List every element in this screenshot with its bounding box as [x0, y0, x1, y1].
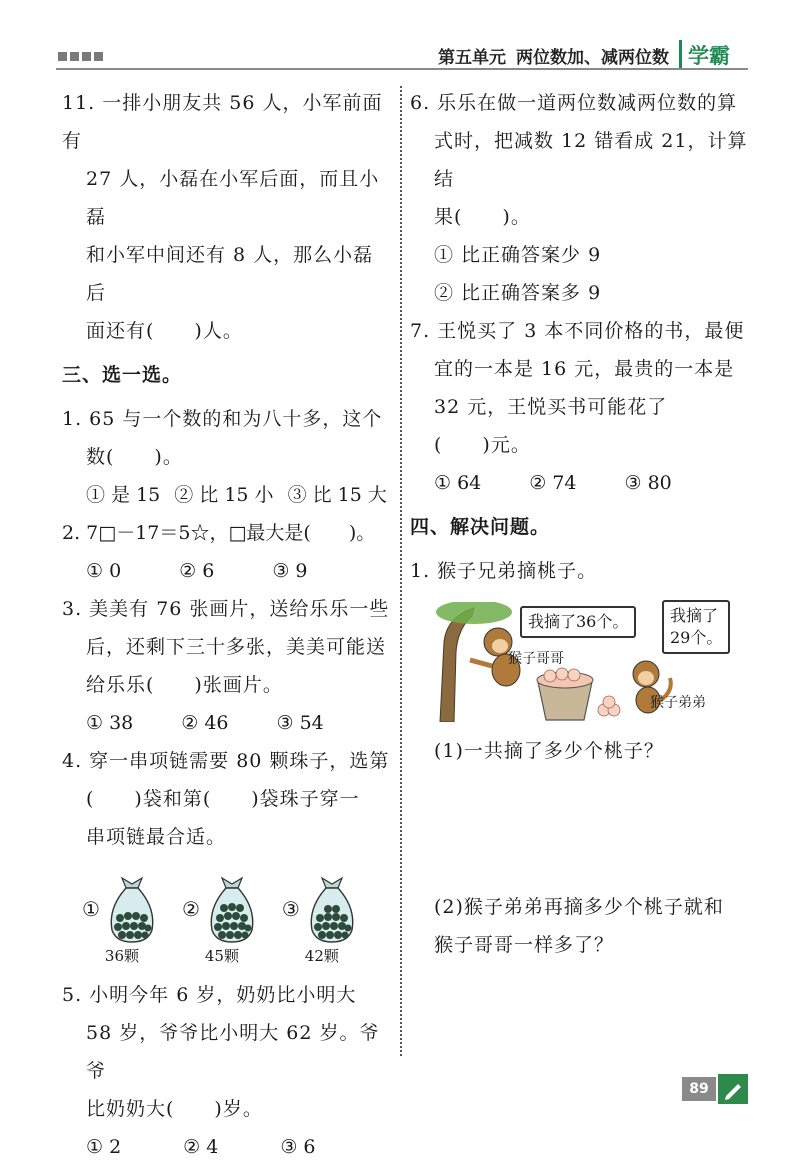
topic-label: 两位数加、减两位数: [516, 47, 669, 68]
option: ② 比 15 小: [174, 484, 274, 506]
q4-line2: ( )袋和第( )袋珠子穿一: [86, 788, 360, 810]
option: ① 0: [86, 560, 122, 582]
option: ③ 80: [624, 472, 672, 494]
bead-bag: [182, 874, 262, 966]
q7-options: [410, 464, 750, 502]
q5-line1: 5. 小明今年 6 岁，奶奶比小明大: [62, 984, 357, 1006]
q7-line4: ( )元。: [434, 434, 531, 456]
q6-option-2: ② 比正确答案多 9: [434, 282, 602, 304]
header-title: [438, 40, 730, 70]
page-number: 89: [682, 1077, 716, 1101]
q4-line1: 4. 穿一串项链需要 80 颗珠子，选第: [62, 750, 390, 772]
bubble-text: 我摘了36个。: [528, 612, 629, 631]
bubble-text-line2: 29个。: [670, 628, 723, 647]
sub-question-1: (1)一共摘了多少个桃子？: [434, 740, 664, 762]
option: ① 2: [86, 1136, 122, 1158]
q4-line3: 串项链最合适。: [86, 826, 227, 848]
monkey-illustration: [434, 602, 734, 722]
option: ① 64: [434, 472, 482, 494]
bead-bag: [82, 874, 162, 966]
bag-number: ②: [181, 897, 200, 921]
option: ③ 6: [280, 1136, 316, 1158]
bag-count: 45颗: [204, 947, 239, 965]
bag-number: ③: [281, 897, 300, 921]
q1-line2: 数( )。: [86, 446, 183, 468]
q7-line1: 7. 王悦买了 3 本不同价格的书，最便: [410, 320, 745, 342]
left-column: [62, 84, 392, 1166]
option: ① 是 15: [86, 484, 161, 506]
right-column: [410, 84, 750, 964]
speech-bubble-small-monkey: [662, 600, 730, 654]
q11-line2: 27 人，小磊在小军后面，而且小磊: [86, 168, 380, 228]
option: ② 6: [179, 560, 215, 582]
bubble-text-line1: 我摘了: [670, 606, 719, 625]
q6-line2: 式时，把减数 12 错看成 21，计算结: [434, 130, 748, 190]
bead-bag-icon: [102, 874, 162, 944]
bead-bag-icon: [302, 874, 362, 944]
q2-options: [62, 552, 392, 590]
section-3-heading: 三、选一选。: [62, 364, 183, 386]
q3-options: [62, 704, 392, 742]
unit-label: 第五单元: [438, 47, 506, 68]
option: ② 4: [183, 1136, 219, 1158]
bead-bag-icon: [202, 874, 262, 944]
q6-option-1: ① 比正确答案少 9: [434, 244, 602, 266]
option: ② 74: [529, 472, 577, 494]
option: ③ 54: [276, 712, 324, 734]
option: ③ 9: [272, 560, 308, 582]
q1-line1: 1. 65 与一个数的和为八十多，这个: [62, 408, 383, 430]
q1-options: [62, 476, 392, 514]
q3-line3: 给乐乐( )张画片。: [86, 674, 283, 696]
option: ③ 比 15 大: [287, 484, 387, 506]
header-decoration: [58, 52, 103, 61]
q11-line4: 面还有( )人。: [86, 320, 243, 342]
option: ② 46: [181, 712, 229, 734]
problem-1-title: 1. 猴子兄弟摘桃子。: [410, 560, 598, 582]
q5-options: [62, 1128, 392, 1166]
bag-count: 42颗: [304, 947, 339, 965]
header-rule: [56, 68, 748, 70]
bag-number: ①: [82, 897, 100, 921]
section-4-heading: 四、解决问题。: [410, 516, 551, 538]
q5-line3: 比奶奶大( )岁。: [86, 1098, 263, 1120]
bead-bags: [62, 874, 392, 966]
brand-logo: 学霸: [679, 40, 730, 70]
q6-line1: 6. 乐乐在做一道两位数减两位数的算: [410, 92, 738, 114]
q3-line2: 后，还剩下三十多张，美美可能送: [86, 636, 387, 658]
pencil-icon: [718, 1074, 748, 1104]
speech-bubble-big-monkey: [520, 606, 636, 638]
q3-line1: 3. 美美有 76 张画片，送给乐乐一些: [62, 598, 390, 620]
q11-line1: 11. 一排小朋友共 56 人，小军前面有: [62, 92, 383, 152]
sub-question-2-line2: 猴子哥哥一样多了？: [434, 934, 615, 956]
sub-question-2-line1: (2)猴子弟弟再摘多少个桃子就和: [434, 896, 724, 918]
label-big-monkey: 猴子哥哥: [508, 651, 564, 667]
q6-line3: 果( )。: [434, 206, 531, 228]
page-header: [0, 0, 800, 80]
bag-count: 36颗: [104, 947, 140, 965]
bead-bag: [282, 874, 362, 966]
option: ① 38: [86, 712, 134, 734]
column-divider: [400, 86, 402, 1056]
answer-space-1: [410, 770, 750, 888]
q7-line2: 宜的一本是 16 元，最贵的一本是: [434, 358, 735, 380]
label-small-monkey: 猴子弟弟: [650, 695, 706, 711]
q11-line3: 和小军中间还有 8 人，那么小磊后: [86, 244, 374, 304]
q5-line2: 58 岁，爷爷比小明大 62 岁。爷爷: [86, 1022, 380, 1082]
q7-line3: 32 元，王悦买书可能花了: [434, 396, 668, 418]
q2-line: 2. 7□－17＝5☆，□最大是( )。: [62, 522, 376, 544]
